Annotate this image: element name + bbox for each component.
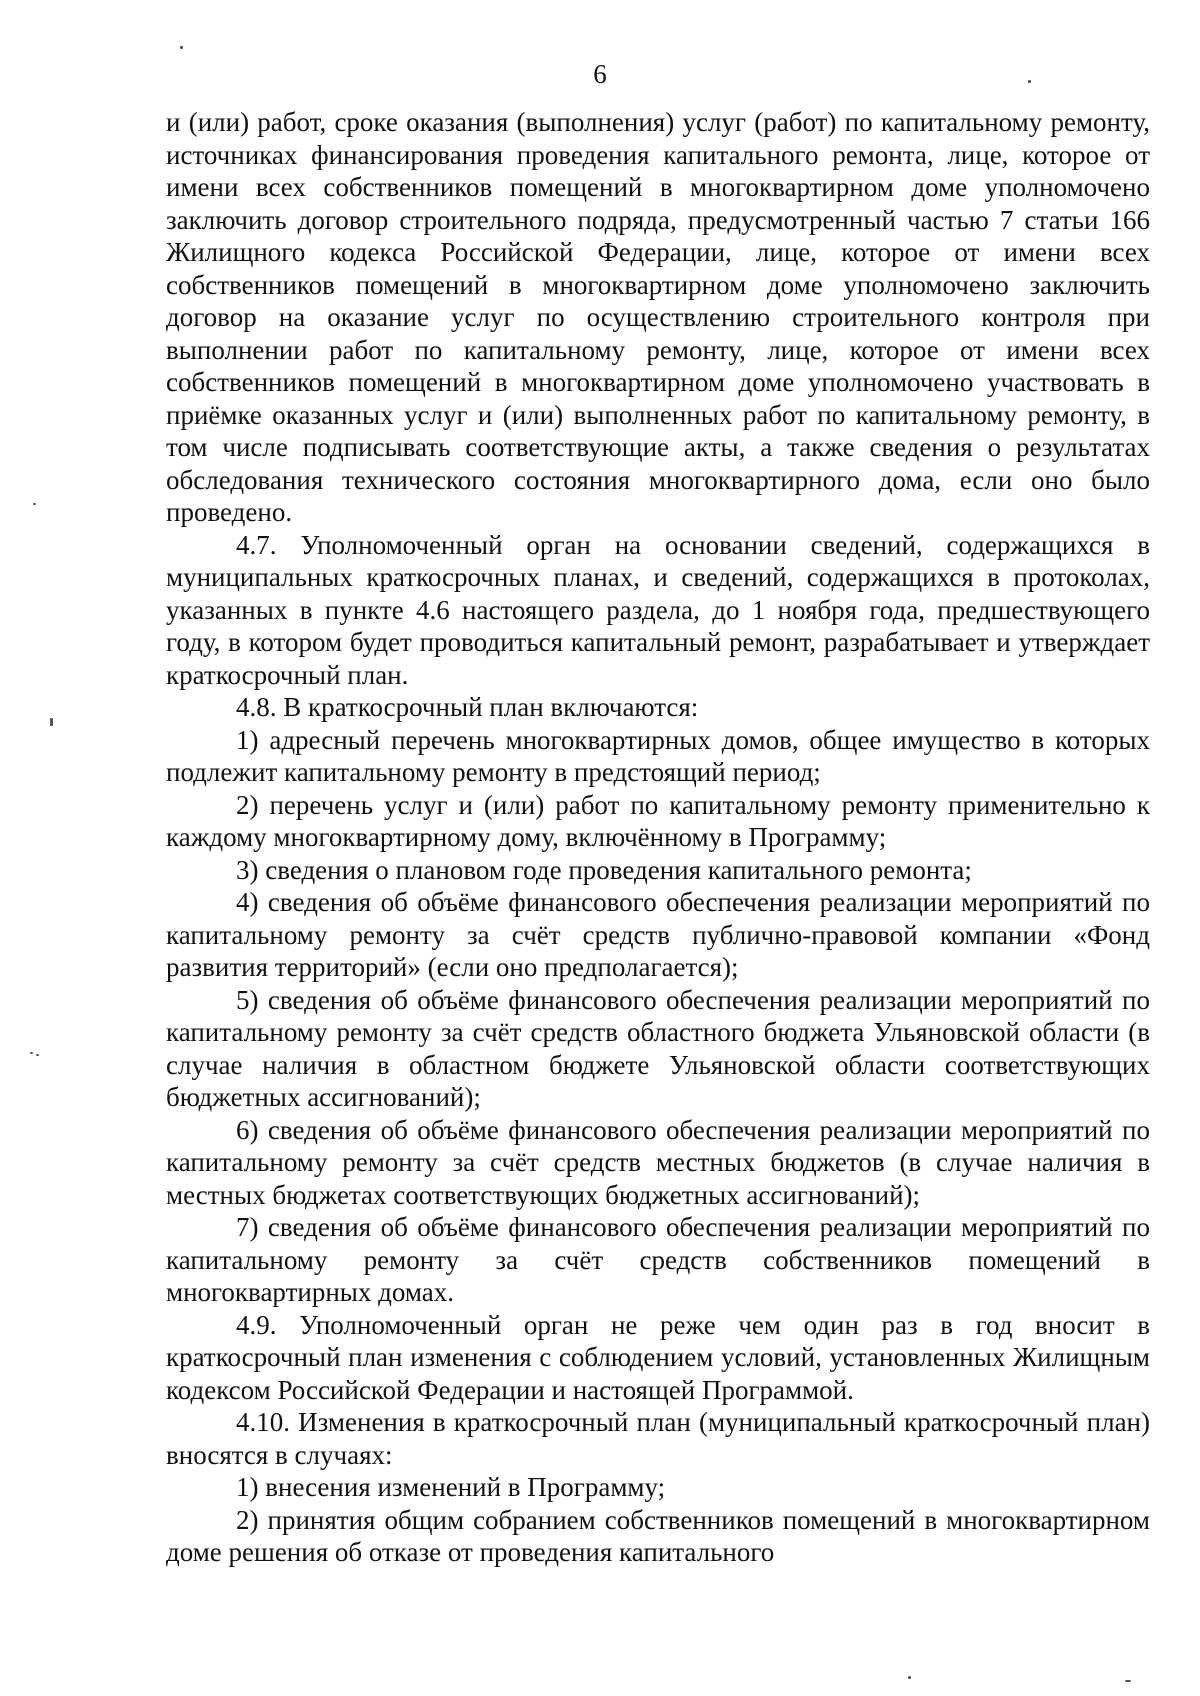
page-number: 6 — [593, 59, 607, 89]
paragraph: 1) внесения изменений в Программу; — [236, 1472, 666, 1502]
scan-speck — [1028, 80, 1031, 83]
paragraph: 2) перечень услуг и (или) работ по капитальному ремонту применительно к каждому многоквартирному дому, включённому в Программу; — [166, 789, 1150, 852]
body-text — [166, 106, 1150, 1569]
paragraph: 2) принятия общим собранием собственников помещений в многоквартирном доме решения об отказе от проведения капитального — [166, 1504, 1150, 1567]
paragraph: и (или) работ, сроке оказания (выполнения) услуг (работ) по капитальному ремонту, источниках финансирования проведения капитального ремонта, лице, которое от имени всех собственников помещений в многоквартирном доме уполномочено заключить договор строительного подряда, предусмотренный частью 7 статьи 166 Жилищного кодекса Российской Федерации, лице, которое от имени всех собственников помещений в многоквартирном доме уполномочено заключить договор на оказание услуг по осуществлению строительного контроля при выполнении работ по капитальному ремонту, лице, которое от имени всех собственников помещений в многоквартирном доме уполномочено участвовать в приёмке оказанных услуг и (или) выполненных работ по капитальному ремонту, в том числе подписывать соответствующие акты, а также сведения о результатах обследования технического состояния многоквартирного дома, если оно было проведено. — [166, 107, 1150, 527]
paragraph: 1) адресный перечень многоквартирных домов, общее имущество в которых подлежит капитальному ремонту в предстоящий период; — [166, 724, 1150, 787]
scan-speck — [33, 503, 36, 505]
paragraph: 4) сведения об объёме финансового обеспечения реализации мероприятий по капитальному ремонту за счёт средств публично-правовой компании «Фонд развития территорий» (если оно предполагается); — [166, 887, 1150, 982]
scan-speck — [30, 1052, 33, 1054]
scan-speck — [1125, 1680, 1131, 1682]
paragraph: 4.7. Уполномоченный орган на основании сведений, содержащихся в муниципальных краткосрочных планах, и сведений, содержащихся в протоколах, указанных в пункте 4.6 настоящего раздела, до 1 ноября года, предшествующего году, в котором будет проводиться капитальный ремонт, разрабатывает и утверждает краткосрочный план. — [166, 529, 1150, 690]
paragraph: 7) сведения об объёме финансового обеспечения реализации мероприятий по капитальному ремонту за счёт средств собственников помещений в многоквартирных домах. — [166, 1212, 1150, 1307]
paragraph: 4.9. Уполномоченный орган не реже чем один раз в год вносит в краткосрочный план изменения с соблюдением условий, установленных Жилищным кодексом Российской Федерации и настоящей Программой. — [166, 1309, 1150, 1405]
scan-speck — [50, 718, 53, 726]
paragraph: 3) сведения о плановом годе проведения капитального ремонта; — [236, 854, 972, 885]
scan-speck — [180, 46, 183, 49]
paragraph: 4.8. В краткосрочный план включаются: — [236, 692, 699, 722]
paragraph: 4.10. Изменения в краткосрочный план (муниципальный краткосрочный план) вносятся в случаях: — [166, 1407, 1150, 1470]
paragraph: 6) сведения об объёме финансового обеспечения реализации мероприятий по капитальному ремонту за счёт средств местных бюджетов (в случае наличия в местных бюджетах соответствующих бюджетных ассигнований); — [166, 1114, 1150, 1210]
scan-speck — [36, 1054, 39, 1056]
paragraph: 5) сведения об объёме финансового обеспечения реализации мероприятий по капитальному ремонту за счёт средств областного бюджета Ульяновской области (в случае наличия в областном бюджете Ульяновской области соответствующих бюджетных ассигнований); — [166, 984, 1150, 1112]
scan-speck — [908, 1676, 911, 1679]
